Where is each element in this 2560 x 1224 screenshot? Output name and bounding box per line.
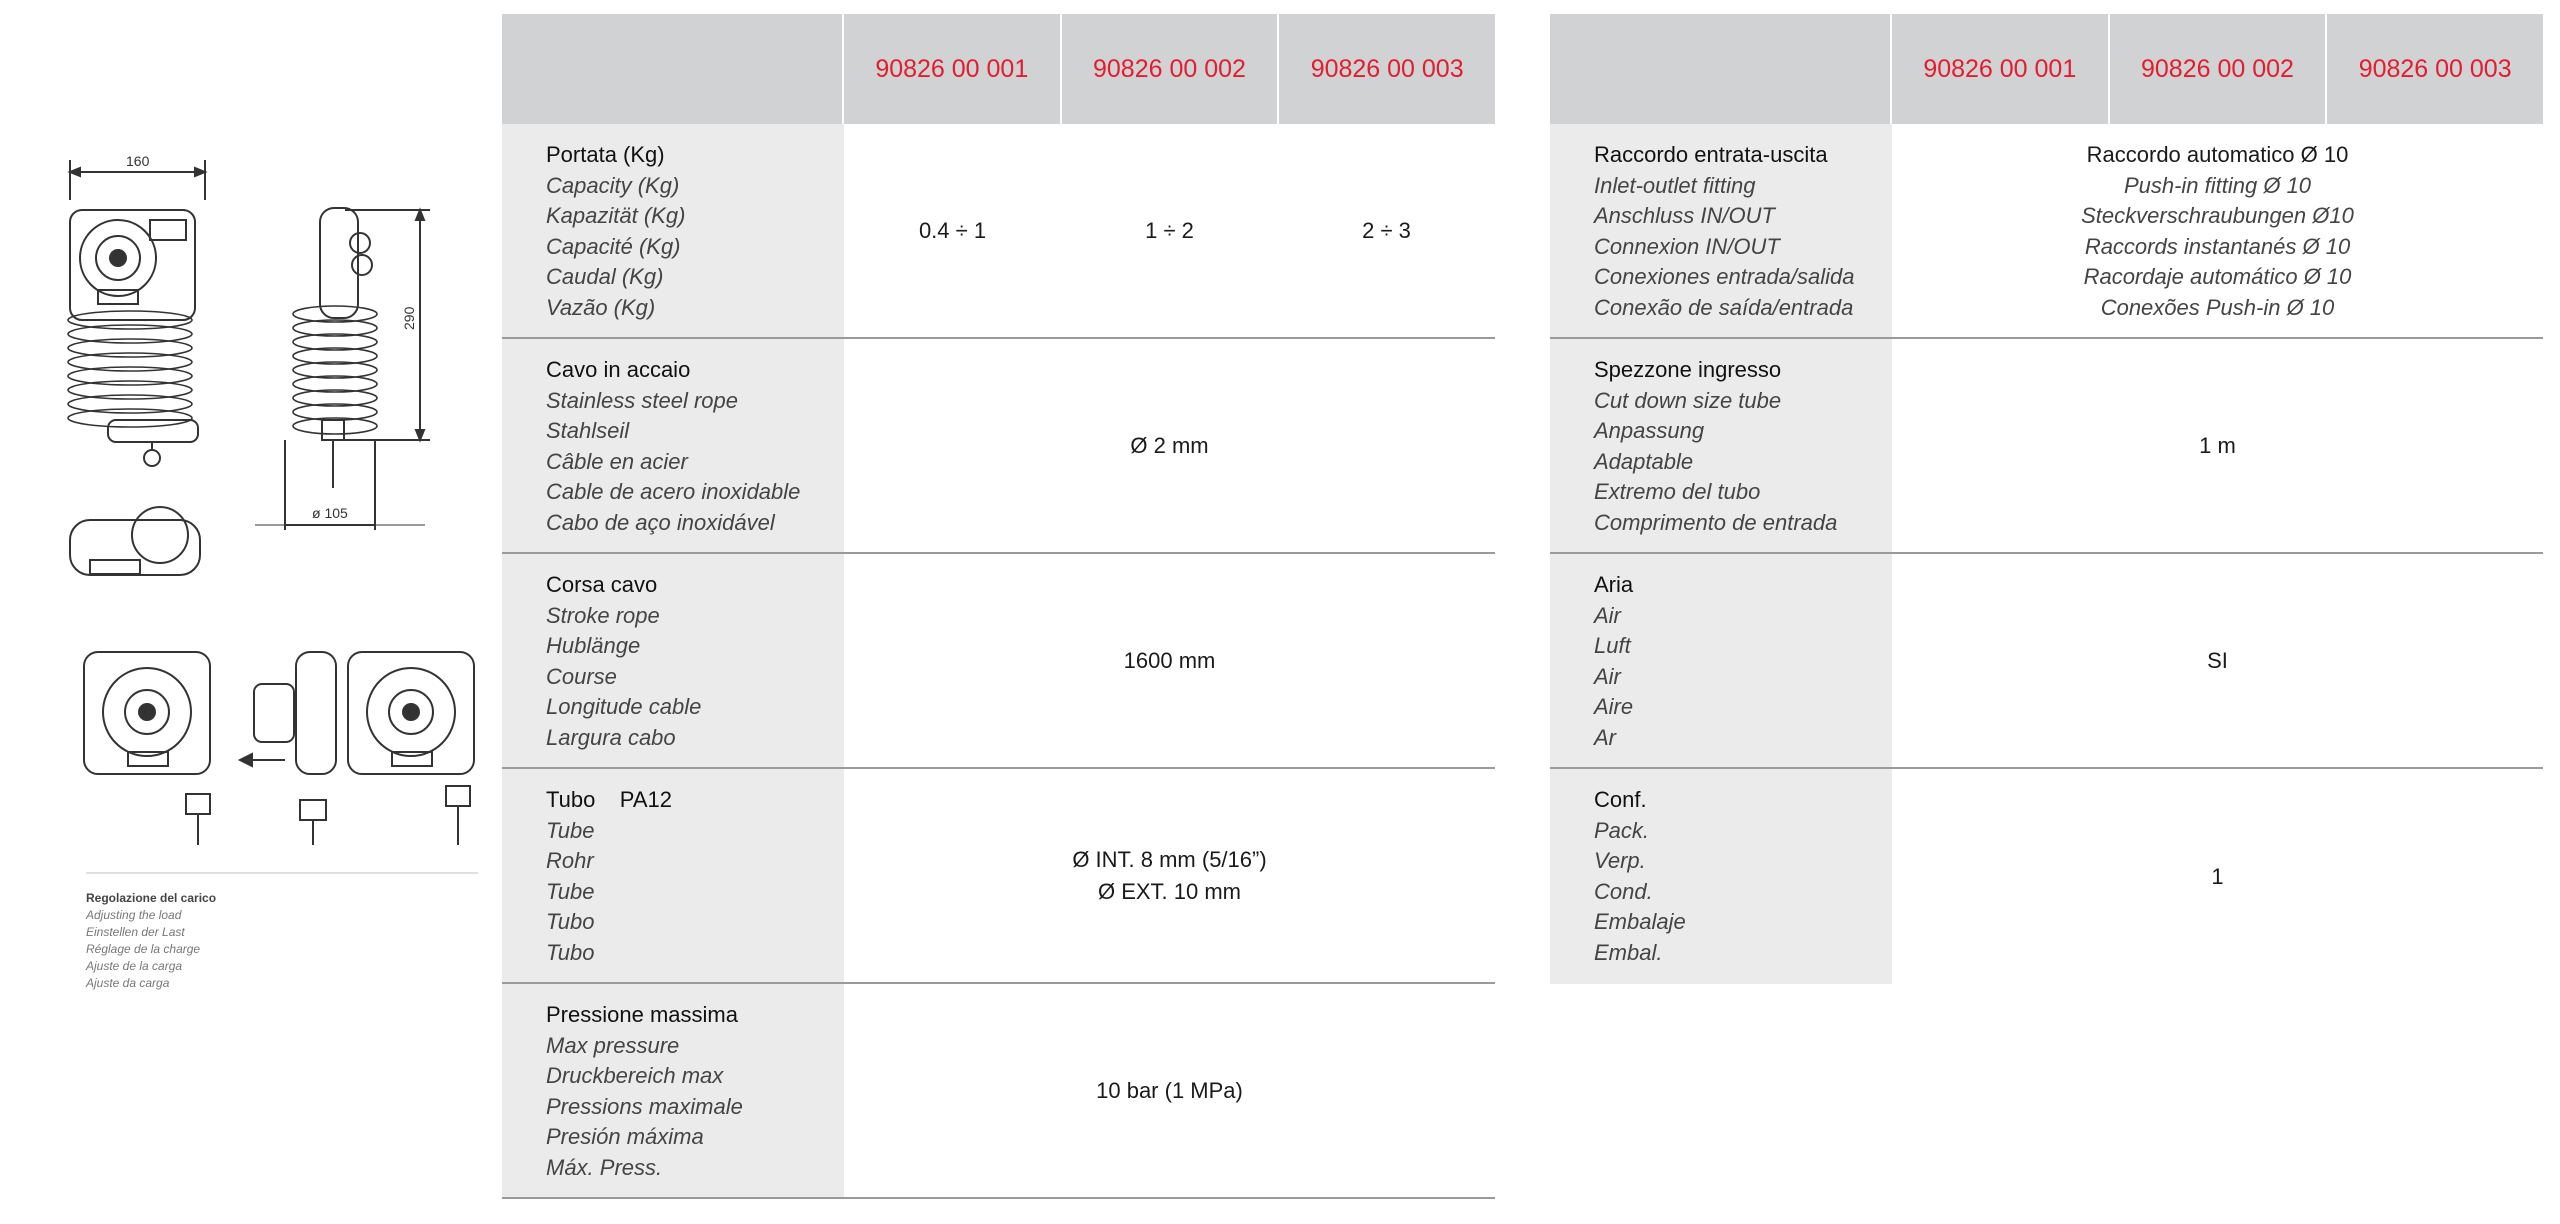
value-cell: 10 bar (1 MPa): [1096, 1077, 1243, 1103]
product-code: 90826 00 003: [2325, 14, 2543, 124]
specs-table-right: [1550, 14, 2543, 984]
value-main: Raccordo automatico Ø 10: [2086, 142, 2349, 167]
table-row: [1550, 339, 2543, 554]
table-row: [1550, 554, 2543, 769]
value-translation: Push-in fitting Ø 10: [2123, 172, 2312, 198]
technical-drawings: [0, 0, 490, 1224]
table-row: [1550, 124, 2543, 339]
label-translation: Capacité (Kg): [546, 233, 681, 259]
value-cell: 1600 mm: [1123, 647, 1216, 673]
table-row: [1550, 769, 2543, 984]
label-translation: Aire: [1594, 694, 1634, 719]
row-values: [844, 769, 1495, 982]
row-label: [502, 339, 844, 552]
label-translation: Presión máxima: [546, 1124, 704, 1149]
value-line: Ø EXT. 10 mm: [1097, 878, 1242, 904]
label-translation: Air: [1594, 602, 1621, 628]
label-main-text: Tubo: [546, 787, 596, 812]
value-cell: 1 m: [2199, 432, 2236, 458]
label-translation: Inlet-outlet fitting: [1594, 172, 1756, 198]
label-translation: Course: [546, 663, 617, 689]
label-translation: Vazão (Kg): [546, 294, 656, 320]
caption-title: Regolazione del carico: [86, 891, 217, 905]
label-translation: Connexion IN/OUT: [1594, 233, 1780, 259]
value-cell: Ø 2 mm: [1130, 432, 1209, 458]
label-translation: Cond.: [1594, 878, 1653, 904]
value-line: Ø INT. 8 mm (5/16”): [1072, 846, 1267, 872]
label-translation: Stroke rope: [546, 602, 660, 628]
label-translation: Tubo: [546, 939, 595, 965]
label-translation: Ar: [1594, 724, 1616, 750]
table-row: [502, 984, 1495, 1199]
label-main: Spezzone ingresso: [1594, 357, 1782, 382]
table-header: [1550, 14, 2543, 124]
label-translation: Tubo: [546, 909, 595, 934]
label-translation: Air: [1594, 663, 1621, 689]
product-code: 90826 00 003: [1277, 14, 1495, 124]
value-translation: Racordaje automático Ø 10: [2083, 264, 2352, 289]
row-values: [1892, 769, 2543, 984]
label-translation: Máx. Press.: [546, 1154, 663, 1180]
label-translation: Tube: [546, 817, 595, 843]
label-main: Raccordo entrata-uscita: [1594, 142, 1828, 167]
label-translation: Cabo de aço inoxidável: [546, 509, 775, 535]
width-dimension: 160: [126, 153, 150, 169]
label-translation: Kapazität (Kg): [546, 203, 686, 228]
row-label: [502, 984, 844, 1197]
label-translation: Pressions maximale: [546, 1093, 743, 1119]
caption: [86, 890, 216, 992]
label-translation: Embal.: [1594, 939, 1663, 965]
row-label: [1550, 339, 1892, 552]
label-translation: Max pressure: [546, 1032, 680, 1058]
value-cell: SI: [2207, 647, 2228, 673]
diameter-dimension: ø 105: [312, 505, 348, 521]
label-main: Aria: [1594, 572, 1634, 597]
specs-table-left: [502, 14, 1495, 1199]
value-cell: 2 ÷ 3: [1362, 217, 1411, 243]
table-row: [502, 124, 1495, 339]
label-translation: Rohr: [546, 848, 594, 873]
product-code: 90826 00 002: [2108, 14, 2326, 124]
value-cell: 0.4 ÷ 1: [918, 217, 987, 243]
label-translation: Pack.: [1594, 817, 1650, 843]
label-main: [546, 785, 844, 816]
product-code: 90826 00 001: [842, 14, 1060, 124]
table-row: [502, 769, 1495, 984]
caption-line: Adjusting the load: [86, 908, 182, 922]
label-translation: Stahlseil: [546, 418, 630, 443]
label-main: Corsa cavo: [546, 572, 658, 597]
label-translation: Caudal (Kg): [546, 264, 664, 289]
row-values: [1892, 124, 2543, 337]
label-translation: Adaptable: [1594, 448, 1694, 474]
label-main: Conf.: [1594, 787, 1647, 812]
value-translation: Raccords instantanés Ø 10: [2084, 233, 2351, 259]
label-translation: Tube: [546, 878, 595, 904]
label-translation: Anpassung: [1594, 418, 1705, 443]
height-dimension: 290: [401, 306, 417, 330]
row-values: [844, 339, 1495, 552]
value-cell: 1 ÷ 2: [1145, 217, 1194, 243]
label-translation: Largura cabo: [546, 724, 676, 750]
label-translation: Conexiones entrada/salida: [1594, 264, 1855, 289]
label-translation: Druckbereich max: [546, 1063, 724, 1088]
caption-divider: [86, 872, 478, 874]
caption-line: Ajuste da carga: [86, 976, 170, 990]
label-main: Cavo in accaio: [546, 357, 691, 382]
label-translation: Luft: [1594, 633, 1631, 658]
product-code: 90826 00 001: [1890, 14, 2108, 124]
row-values: [844, 554, 1495, 767]
row-label: [502, 554, 844, 767]
label-translation: Verp.: [1594, 848, 1646, 873]
caption-line: Einstellen der Last: [86, 925, 185, 939]
label-translation: Stainless steel rope: [546, 387, 738, 413]
table-header: [502, 14, 1495, 124]
label-translation: Hublänge: [546, 633, 641, 658]
value-cell: 1: [2211, 863, 2224, 889]
row-label: [1550, 554, 1892, 767]
label-translation: Cable de acero inoxidable: [546, 479, 801, 504]
caption-line: Ajuste de la carga: [86, 959, 183, 973]
row-values: [844, 984, 1495, 1197]
row-label: [1550, 769, 1892, 984]
label-translation: Comprimento de entrada: [1594, 509, 1838, 535]
balancer-drawing: [0, 0, 490, 860]
label-translation: Conexão de saída/entrada: [1594, 294, 1854, 320]
label-main: Pressione massima: [546, 1002, 738, 1027]
row-values: [844, 124, 1495, 337]
value-translation: Conexões Push-in Ø 10: [2100, 294, 2335, 320]
row-label: [502, 124, 844, 337]
row-values: [1892, 554, 2543, 767]
label-translation: Câble en acier: [546, 448, 688, 474]
product-code: 90826 00 002: [1060, 14, 1278, 124]
label-main: Portata (Kg): [546, 142, 665, 167]
label-translation: Longitude cable: [546, 694, 702, 719]
caption-line: Réglage de la charge: [86, 942, 201, 956]
label-translation: Anschluss IN/OUT: [1594, 203, 1775, 228]
table-row: [502, 339, 1495, 554]
row-label: [1550, 124, 1892, 337]
label-translation: Extremo del tubo: [1594, 479, 1761, 504]
value-translation: Steckverschraubungen Ø10: [2081, 203, 2354, 228]
label-translation: Capacity (Kg): [546, 172, 680, 198]
label-material: PA12: [619, 787, 672, 812]
table-row: [502, 554, 1495, 769]
label-translation: Embalaje: [1594, 909, 1686, 934]
row-label: [502, 769, 844, 982]
label-translation: Cut down size tube: [1594, 387, 1782, 413]
row-values: [1892, 339, 2543, 552]
